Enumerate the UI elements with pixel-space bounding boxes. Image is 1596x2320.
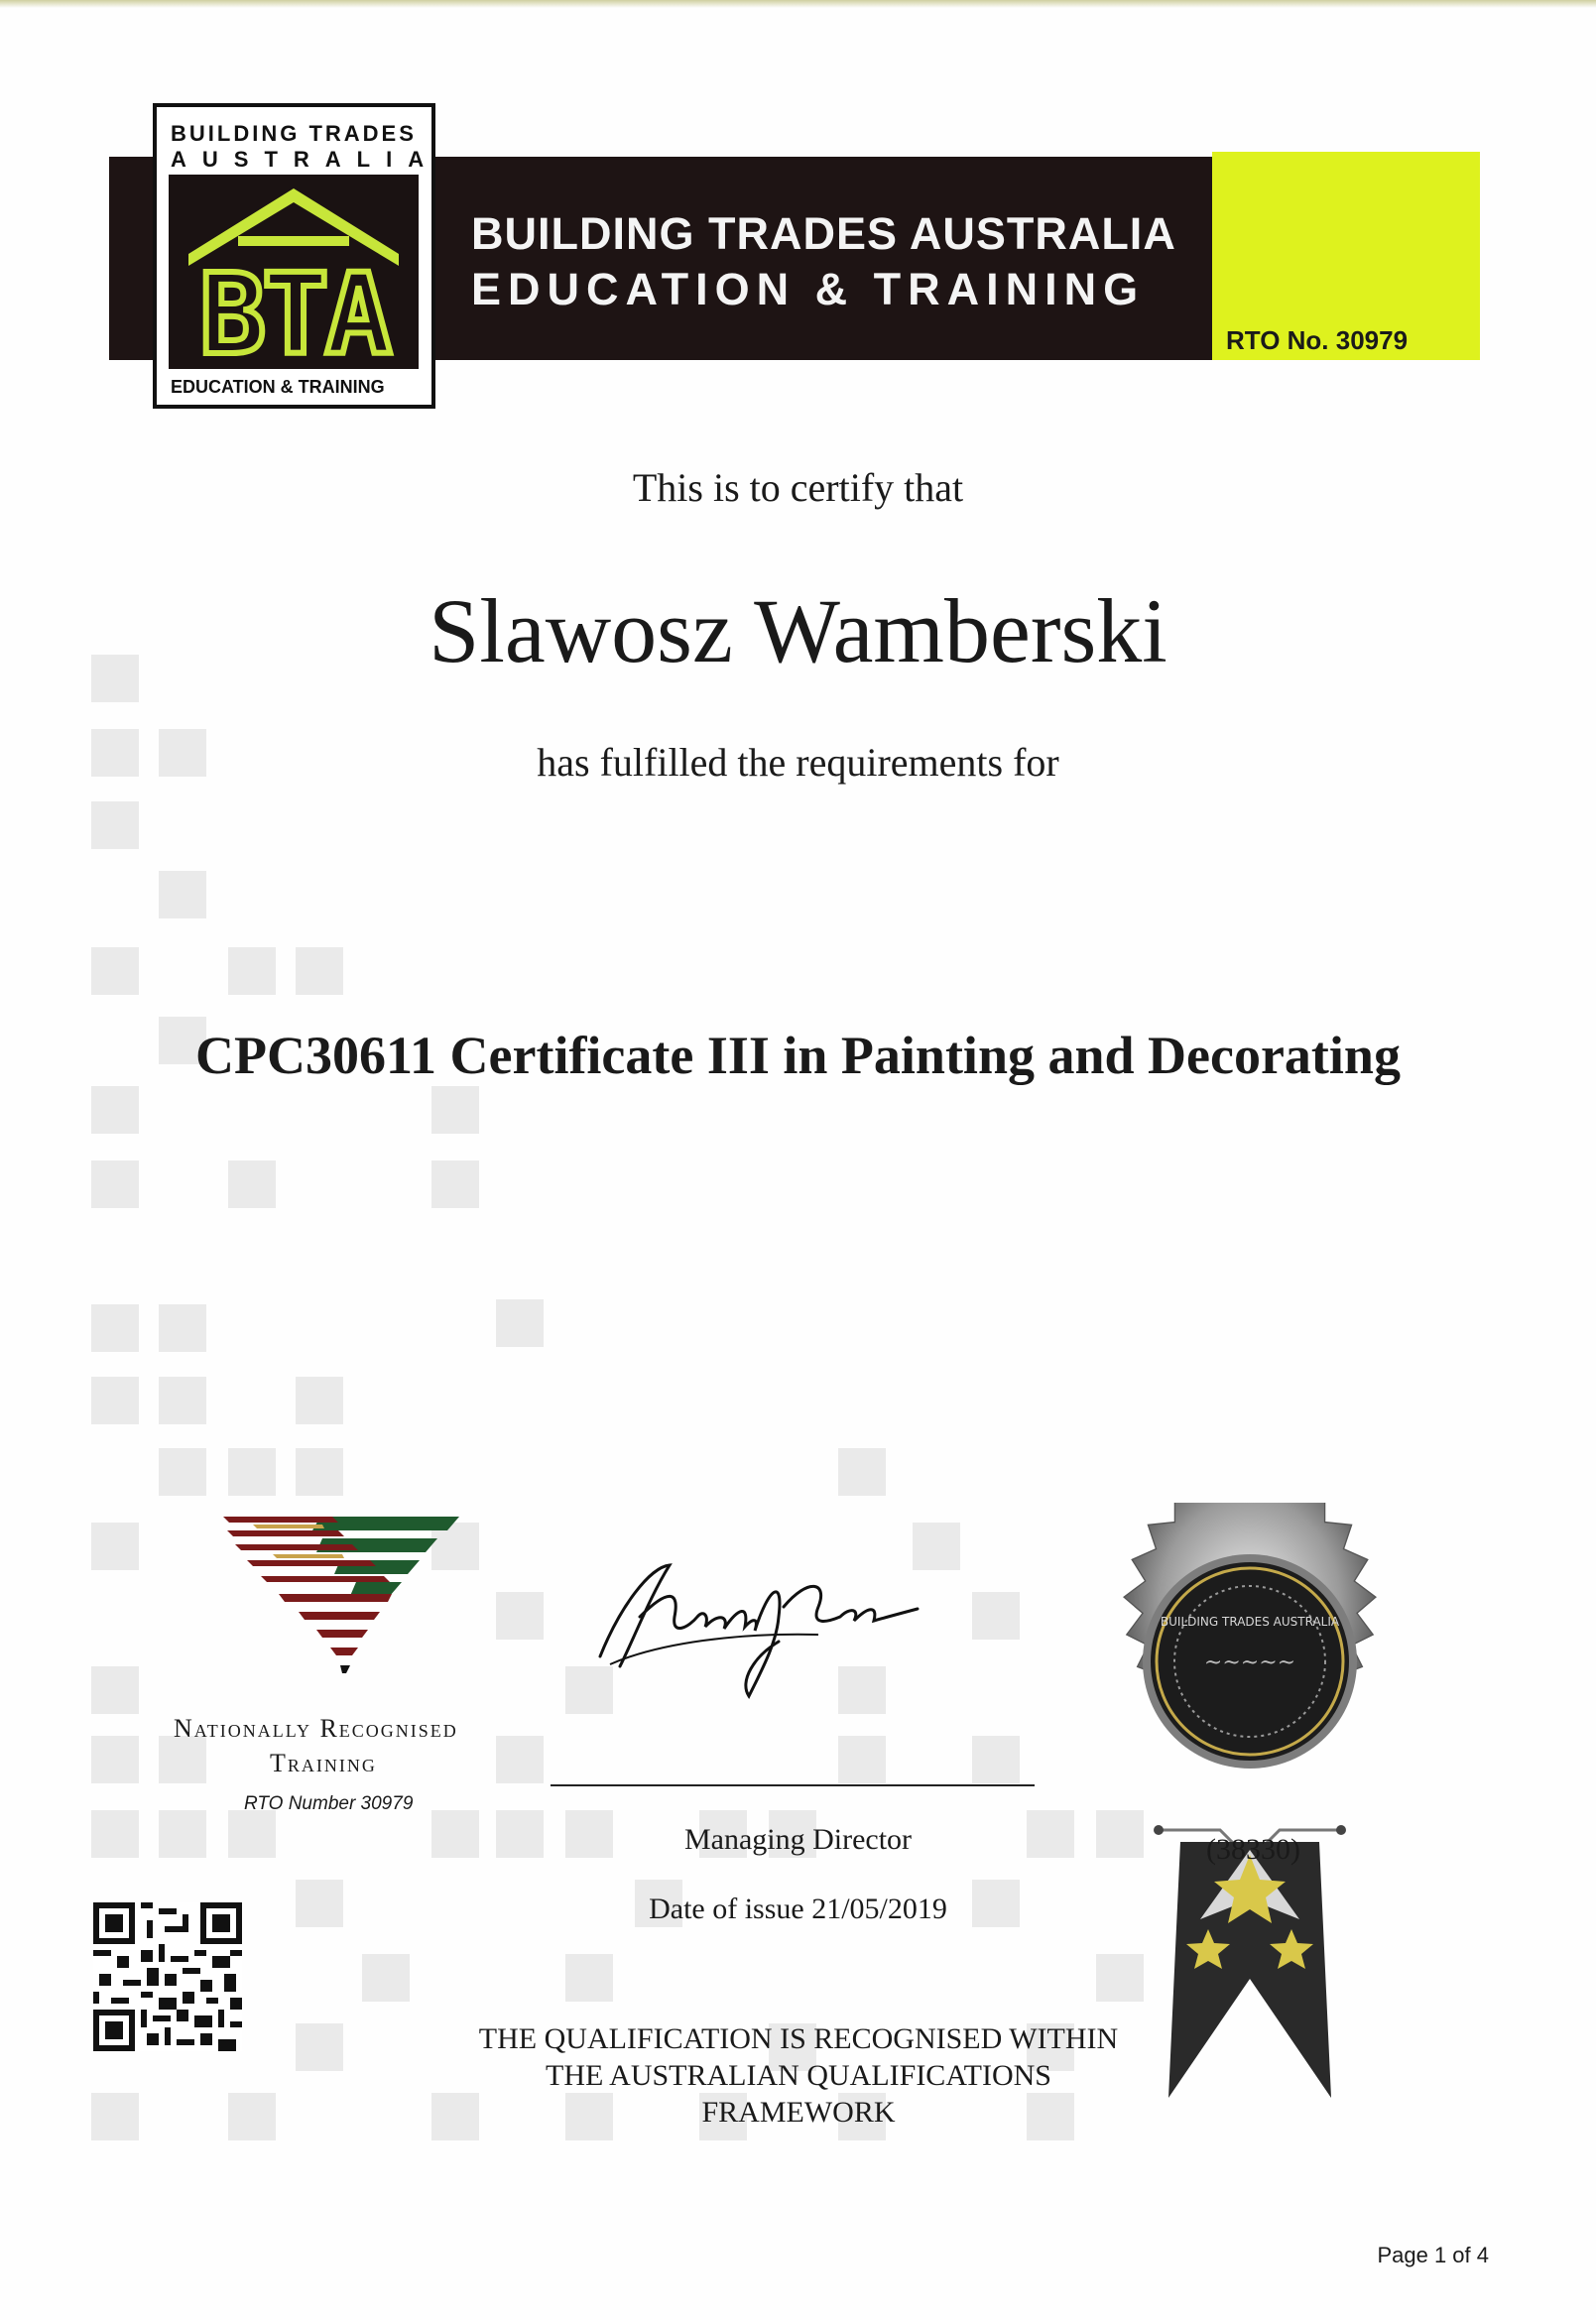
aqf-notice-line1: THE QUALIFICATION IS RECOGNISED WITHIN — [478, 2022, 1119, 2055]
bta-logo — [153, 103, 440, 409]
date-of-issue: Date of issue 21/05/2019 — [649, 1893, 947, 1925]
header-title-line1: BUILDING TRADES AUSTRALIA — [471, 208, 1176, 259]
seal-number: (38330) — [1206, 1833, 1300, 1866]
qualification-title: CPC30611 Certificate III in Painting and Decorating — [195, 1026, 1401, 1085]
award-seal-icon — [1101, 1503, 1399, 2118]
recipient-name: Slawosz Wamberski — [429, 580, 1167, 681]
logo-emblem — [169, 175, 419, 369]
signatory-role: Managing Director — [683, 1823, 913, 1856]
logo-top-text-line1: BUILDING TRADES — [171, 121, 417, 146]
certify-intro: This is to certify that — [632, 465, 964, 510]
seal-script-mark: ~~~~~ — [1203, 1650, 1296, 1675]
aqf-notice-line2: THE AUSTRALIAN QUALIFICATIONS — [546, 2059, 1051, 2092]
aqf-notice-line3: FRAMEWORK — [701, 2096, 896, 2129]
nrt-rto-number: RTO Number 30979 — [244, 1793, 414, 1814]
top-edge — [0, 0, 1596, 8]
signature-image — [580, 1547, 937, 1716]
nrt-label-line1: Nationally Recognised — [174, 1714, 458, 1743]
nrt-label-line2: Training — [270, 1749, 377, 1777]
header-title-line2: EDUCATION & TRAINING — [471, 264, 1146, 314]
logo-top-text-line2: AUSTRALIA — [171, 147, 440, 172]
house-icon — [169, 175, 419, 369]
nrt-triangle-logo-icon — [213, 1513, 471, 1691]
seal-ring-text: BUILDING TRADES AUSTRALIA — [1160, 1615, 1340, 1629]
rto-number: RTO No. 30979 — [1226, 325, 1409, 355]
page-number: Page 1 of 4 — [1377, 2243, 1489, 2267]
fulfilled-text: has fulfilled the requirements for — [537, 740, 1059, 785]
logo-letters: BTA — [198, 251, 389, 369]
signature-line — [551, 1784, 1035, 1786]
logo-bottom-text: EDUCATION & TRAINING — [171, 377, 385, 397]
qr-code-icon — [93, 1902, 242, 2051]
aqf-notice — [436, 2020, 1161, 2131]
